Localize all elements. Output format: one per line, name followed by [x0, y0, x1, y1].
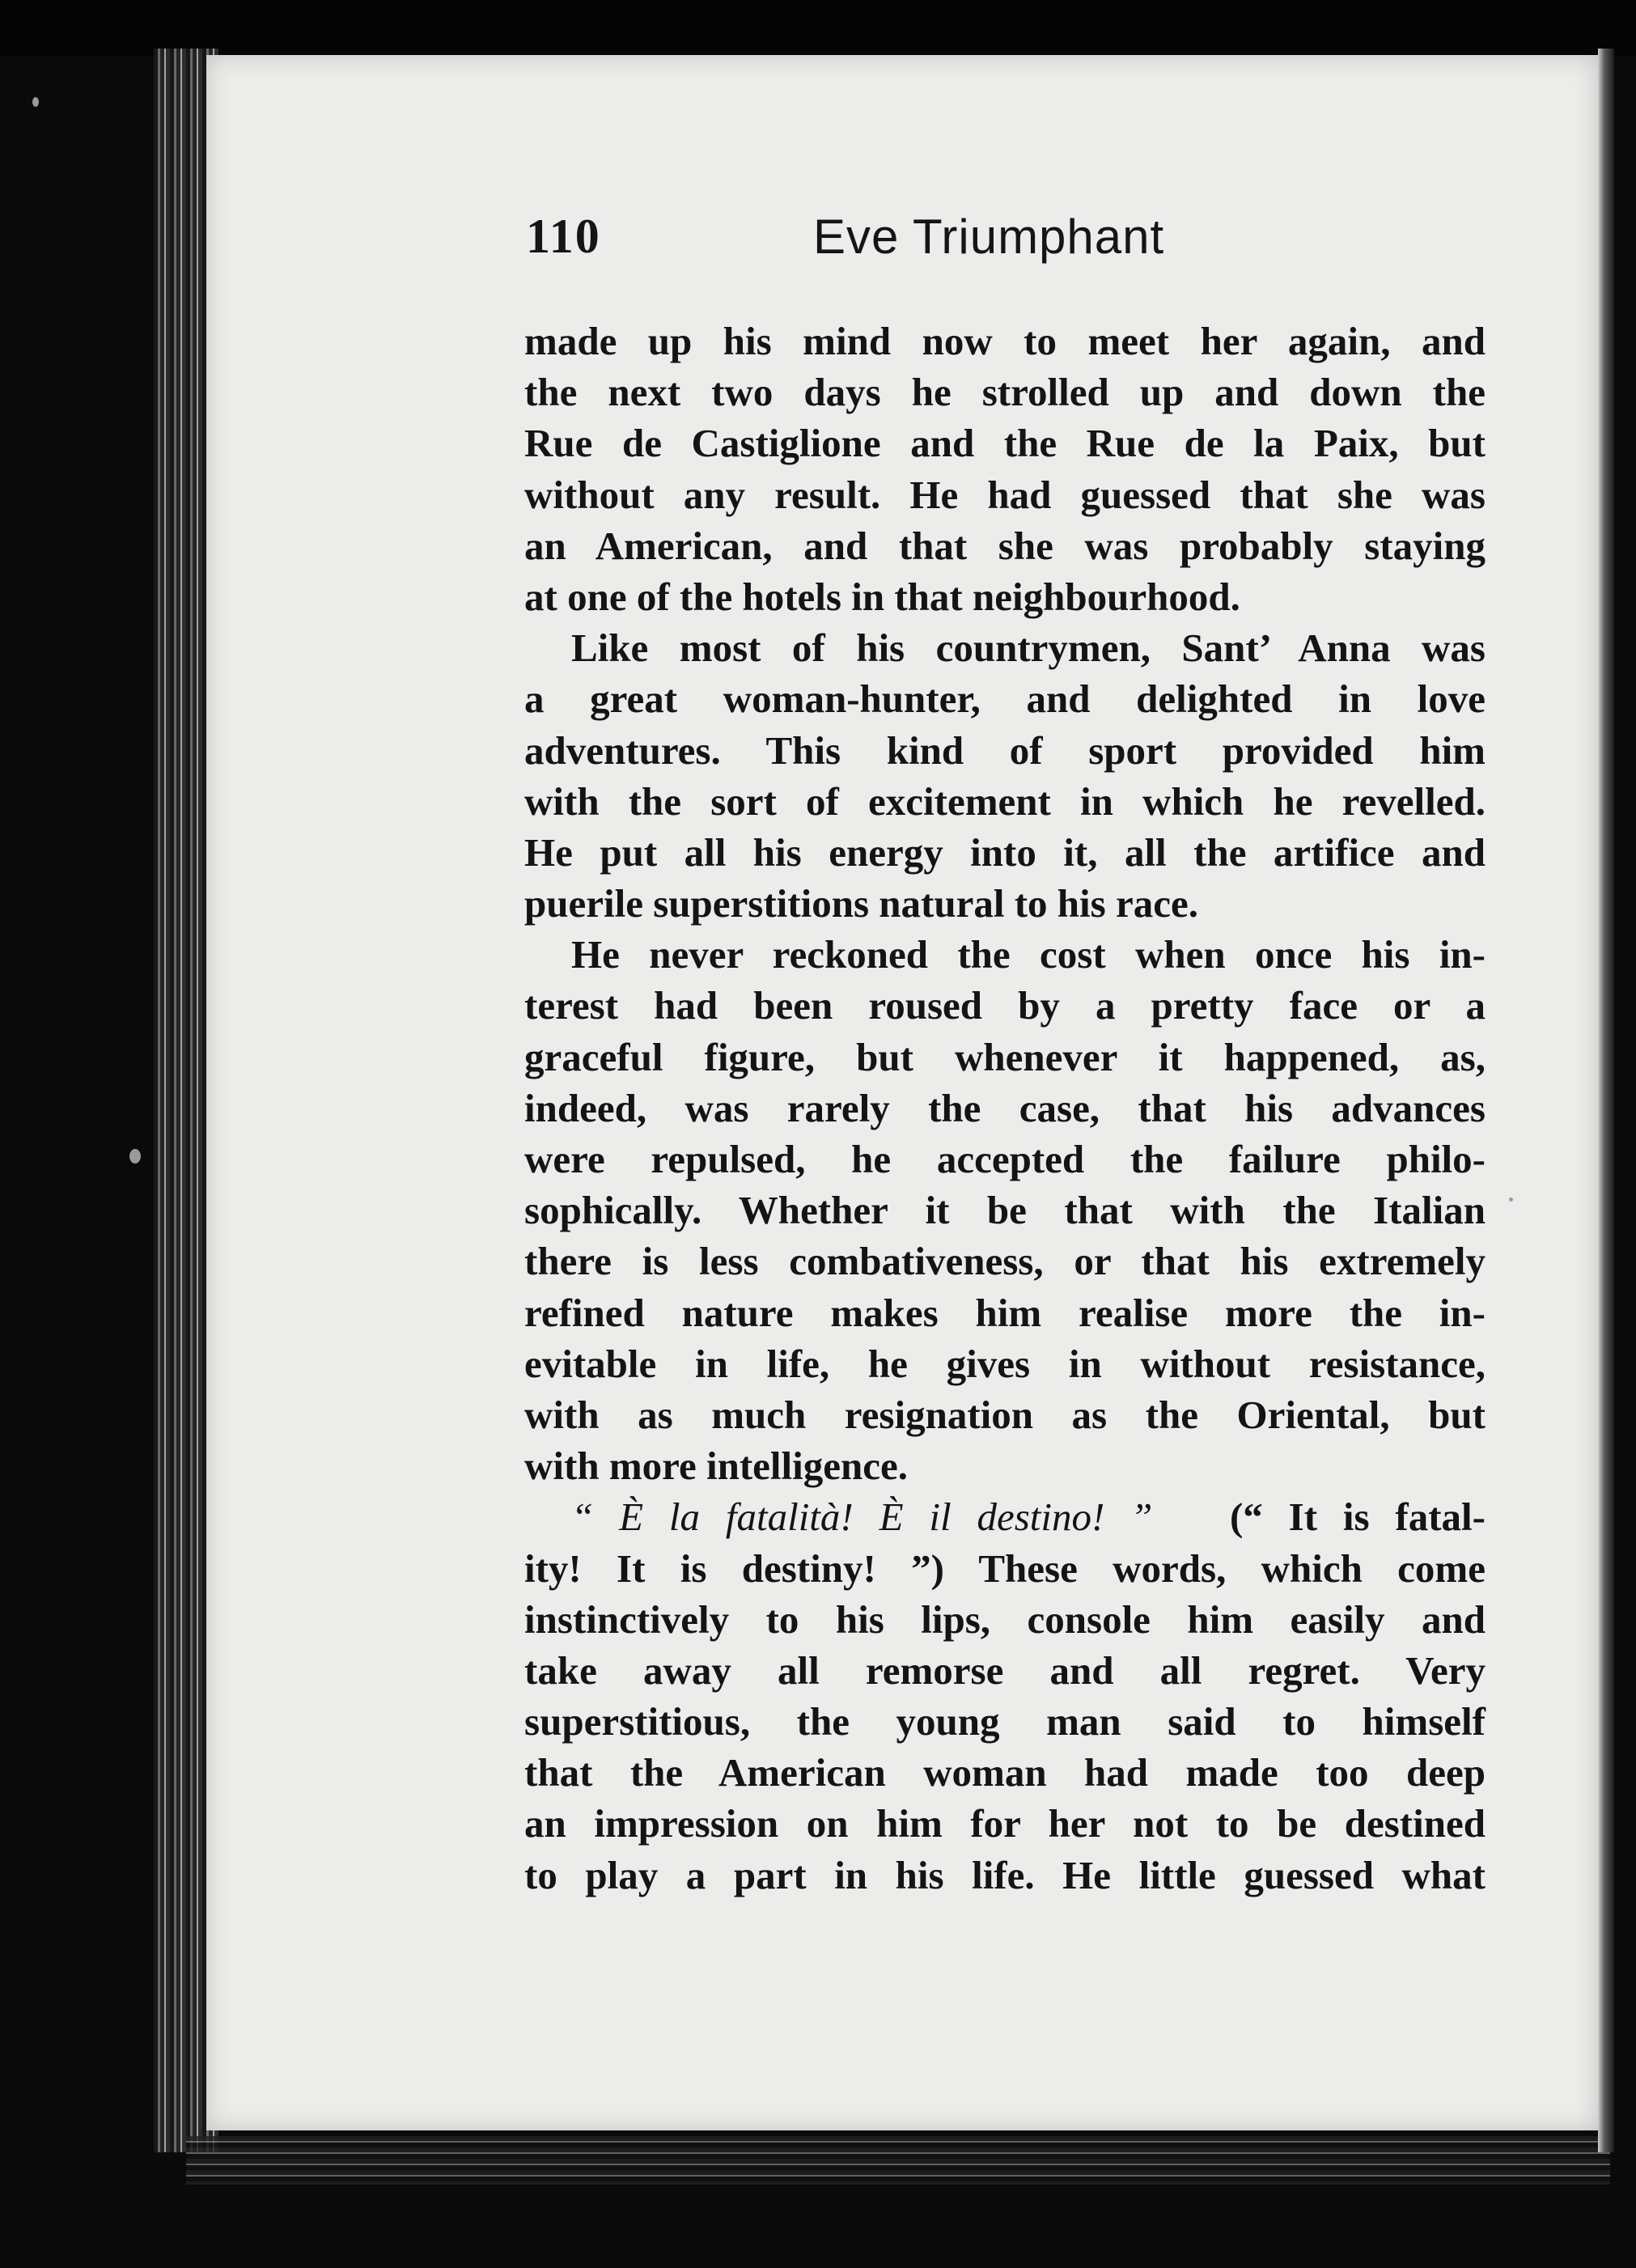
running-title: Eve Triumphant	[813, 210, 1165, 264]
text-line: superstitious, the young man said to himself	[524, 1699, 1486, 1744]
paragraph	[524, 622, 1486, 929]
text-line: an impression on him for her not to be destined	[524, 1801, 1486, 1846]
dust-speck	[32, 97, 39, 107]
text-line: evitable in life, he gives in without resistance,	[524, 1341, 1486, 1386]
text-line: with the sort of excitement in which he revelled.	[524, 778, 1486, 824]
text-line: refined nature makes him realise more the in-	[524, 1290, 1486, 1335]
paragraph	[524, 1491, 1486, 1901]
text-line: He never reckoned the cost when once his in-	[571, 932, 1486, 977]
text-line: graceful figure, but whenever it happened, as,	[524, 1034, 1486, 1079]
text-line: ity! It is destiny! ”) These words, which come	[524, 1545, 1486, 1591]
page-header	[526, 209, 1489, 273]
text-line	[524, 1491, 1486, 1542]
text-line: a great woman-hunter, and delighted in love	[524, 676, 1486, 722]
text-line: made up his mind now to meet her again, and	[524, 319, 1486, 363]
text-line: were repulsed, he accepted the failure philo-	[524, 1137, 1486, 1181]
text-line: at one of the hotels in that neighbourhood.	[524, 574, 1240, 619]
page-right-edge	[1598, 49, 1614, 2152]
text-line: indeed, was rarely the case, that his advances	[524, 1085, 1486, 1130]
text-line: with as much resignation as the Oriental, but	[524, 1392, 1486, 1437]
text-line: the next two days he strolled up and down the	[524, 370, 1486, 415]
scan-top-border	[0, 0, 1636, 57]
paragraph	[524, 316, 1486, 622]
translation-start: (“ It is fatal-	[1229, 1494, 1486, 1540]
italian-quote: “ È la fatalità! È il destino! ”	[571, 1494, 1153, 1540]
paragraph	[524, 929, 1486, 1491]
text-line: Rue de Castiglione and the Rue de la Paix, but	[524, 421, 1486, 466]
text-line: adventures. This kind of sport provided him	[524, 727, 1486, 773]
text-line: without any result. He had guessed that she was	[524, 472, 1486, 517]
text-line: puerile superstitions natural to his race.	[524, 881, 1198, 926]
text-line: He put all his energy into it, all the artifice and	[524, 829, 1486, 875]
text-line: terest had been roused by a pretty face or a	[524, 983, 1486, 1028]
text-line: there is less combativeness, or that his extremely	[524, 1239, 1486, 1284]
body-text	[524, 316, 1486, 1901]
text-line: to play a part in his life. He little guessed what	[524, 1852, 1486, 1897]
text-line: take away all remorse and all regret. Very	[524, 1647, 1486, 1693]
text-line: an American, and that she was probably staying	[524, 523, 1486, 568]
text-line: with more intelligence.	[524, 1443, 909, 1489]
text-line: sophically. Whether it be that with the Italian	[524, 1188, 1486, 1233]
book-bottom-edges	[186, 2136, 1610, 2185]
text-line: Like most of his countrymen, Sant’ Anna was	[571, 625, 1486, 671]
dust-speck	[129, 1149, 141, 1164]
page-number: 110	[526, 210, 601, 263]
dust-speck	[1509, 1198, 1513, 1202]
text-line: instinctively to his lips, console him easily and	[524, 1596, 1486, 1642]
text-line: that the American woman had made too deep	[524, 1750, 1486, 1795]
